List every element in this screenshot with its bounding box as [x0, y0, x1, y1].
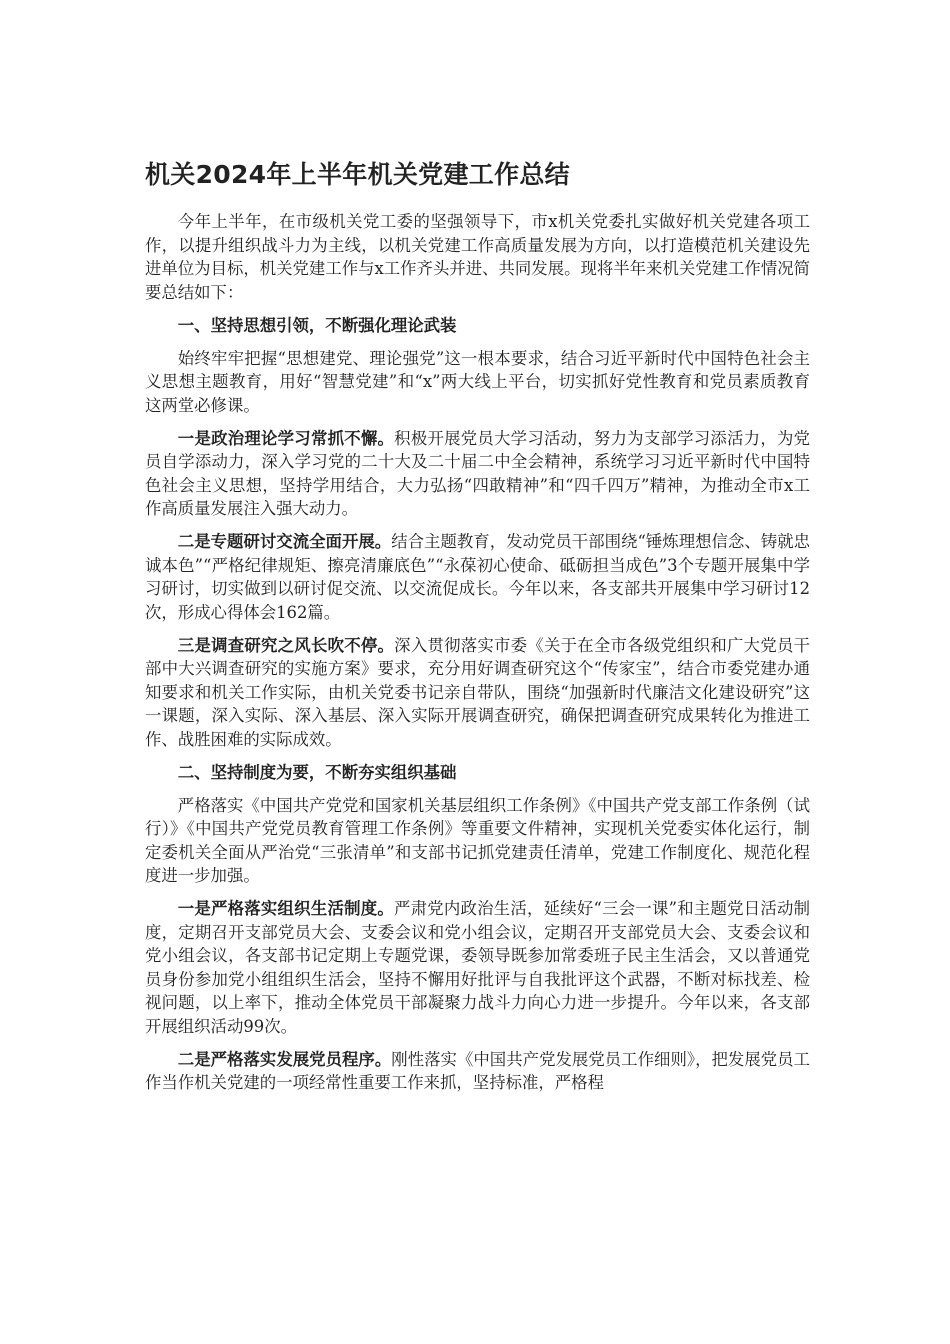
document-page	[145, 150, 810, 1104]
section-1-item-2-text: 结合主题教育，发动党员干部围绕“锤炼理想信念、铸就忠诚本色”“严格纪律规矩、擦亮清廉底色”“永葆初心使命、砥砺担当成色”3个专题开展集中学习研讨，切实做到以研讨促交流、以交流促成长。今年以来，各支部共开展集中学习研讨12次，形成心得体会162篇。	[145, 532, 810, 622]
section-1-item-3	[145, 634, 810, 752]
section-2-item-1-text: 严肃党内政治生活，延续好“三会一课”和主题党日活动制度，定期召开支部党员大会、支委会议和党小组会议，定期召开支部党员大会、支委会议和党小组会议，各支部书记定期上专题党课，委领导既参加常委班子民主生活会，又以普通党员身份参加党小组组织生活会，坚持不懈用好批评与自我批评这个武器，不断对标找差、检视问题，以上率下，推动全体党员干部凝聚力战斗力向心力进一步提升。今年以来，各支部开展组织活动99次。	[145, 899, 810, 1036]
section-1-item-3-text: 深入贯彻落实市委《关于在全市各级党组织和广大党员干部中大兴调查研究的实施方案》要求，充分用好调查研究这个“传家宝”，结合市委党建办通知要求和机关工作实际，由机关党委书记亲自带队，围绕“加强新时代廉洁文化建设研究”这一课题，深入实际、深入基层、深入实际开展调查研究，确保把调查研究成果转化为推进工作、战胜困难的实际成效。	[145, 635, 811, 749]
section-1-item-1-text: 积极开展党员大学习活动，努力为支部学习添活力，为党员自学添动力，深入学习党的二十大及二十届二中全会精神，系统学习习近平新时代中国特色社会主义思想，坚持学用结合，大力弘扬“四敢精神”和“四千四万”精神，为推动全市x工作高质量发展注入强大动力。	[145, 428, 811, 518]
section-1-item-3-lead: 三是调查研究之风长吹不停。	[177, 635, 395, 655]
section-2-item-2	[145, 1048, 810, 1095]
document-title: 机关2024年上半年机关党建工作总结	[145, 160, 570, 189]
section-1-heading: 一、坚持思想引领，不断强化理论武装	[177, 315, 457, 335]
section-1-item-2-lead: 二是专题研讨交流全面开展。	[177, 532, 392, 551]
section-2-item-1	[145, 897, 810, 1038]
section-1-item-1	[145, 427, 810, 521]
section-2-item-1-lead: 一是严格落实组织生活制度。	[177, 899, 394, 918]
section-1-item-1-lead: 一是政治理论学习常抓不懈。	[177, 428, 395, 448]
intro-paragraph: 今年上半年，在市级机关党工委的坚强领导下，市x机关党委扎实做好机关党建各项工作，以提升组织战斗力为主线，以机关党建工作高质量发展为方向，以打造模范机关建设先进单位为目标，机关党建工作与x工作齐头并进、共同发展。现将半年来机关党建工作情况简要总结如下：	[145, 212, 810, 302]
section-2-item-2-lead: 二是严格落实发展党员程序。	[177, 1049, 392, 1069]
section-1-item-2	[145, 530, 810, 624]
section-2-intro: 严格落实《中国共产党党和国家机关基层组织工作条例》《中国共产党支部工作条例（试行）》《中国共产党党员教育管理工作条例》等重要文件精神，实现机关党委实体化运行，制定委机关全面从严治党“三张清单”和支部书记抓党建责任清单，党建工作制度化、规范化程度进一步加强。	[145, 795, 810, 885]
section-2-item-2-text: 刚性落实《中国共产党发展党员工作细则》，把发展党员工作当作机关党建的一项经常性重要工作来抓，坚持标准，严格程	[145, 1049, 810, 1092]
section-1-intro: 始终牢牢把握“思想建党、理论强党”这一根本要求，结合习近平新时代中国特色社会主义思想主题教育，用好“智慧党建”和“x”两大线上平台，切实抓好党性教育和党员素质教育这两堂必修课。	[145, 348, 810, 415]
section-2-heading: 二、坚持制度为要，不断夯实组织基础	[177, 762, 457, 782]
